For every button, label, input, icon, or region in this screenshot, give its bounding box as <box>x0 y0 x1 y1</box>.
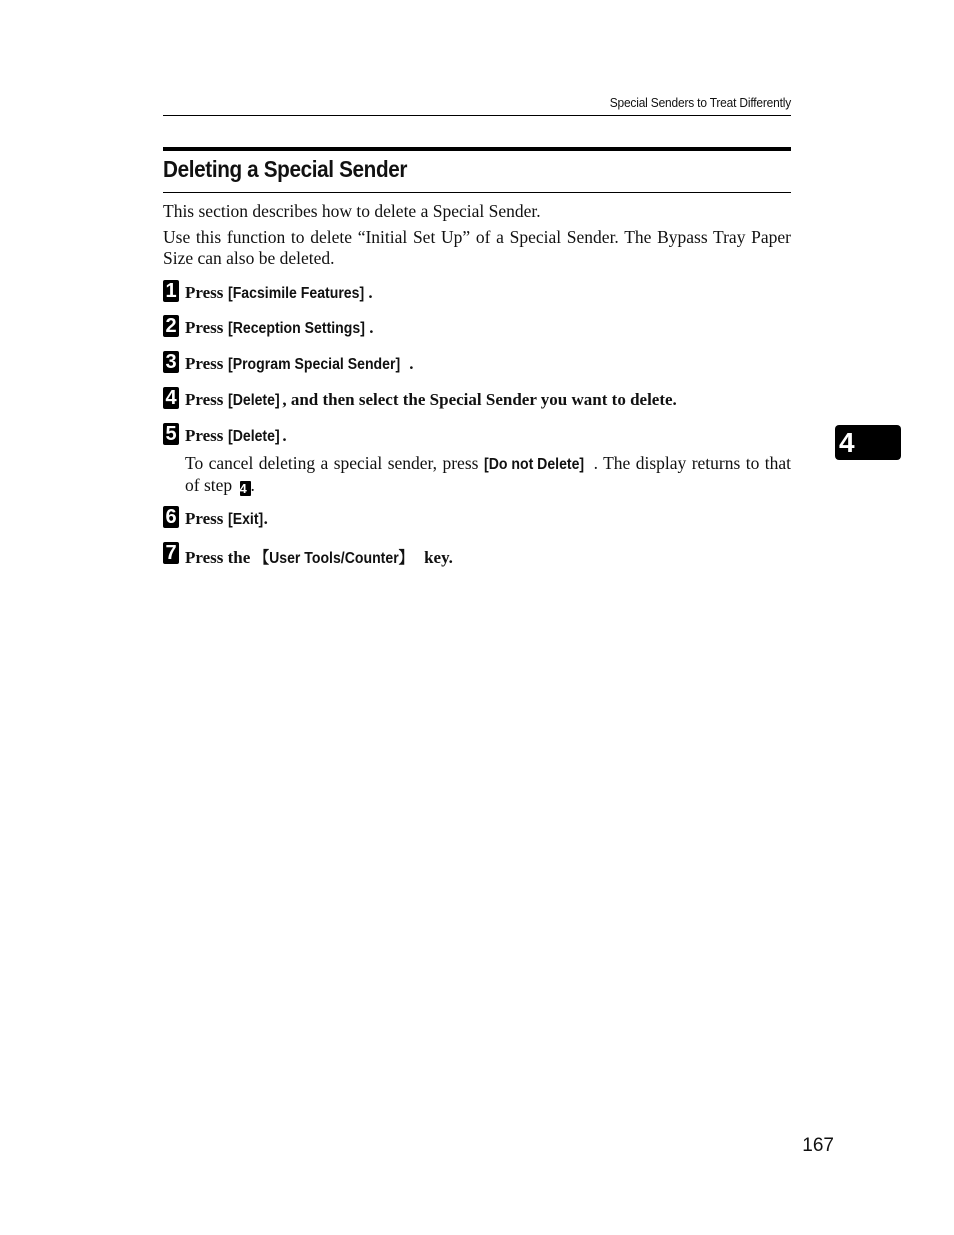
step-text <box>185 283 373 303</box>
step-prefix: Press the <box>185 548 255 567</box>
step-text <box>185 390 677 410</box>
key-label: [Delete] <box>227 392 280 409</box>
key-label: [Program Special Sender] <box>227 356 400 373</box>
page-number: 167 <box>802 1135 834 1156</box>
step-5-note <box>185 453 791 496</box>
section-title: Deleting a Special Sender <box>163 156 408 182</box>
step-suffix: . <box>368 283 373 302</box>
key-label: 【User Tools/Counter】 <box>254 550 413 567</box>
step-text <box>185 426 287 446</box>
step-suffix: . <box>369 318 374 337</box>
step-number-badge: 7 <box>163 542 179 564</box>
step-suffix: , and then select the Special Sender you want to delete. <box>282 390 677 409</box>
step-prefix: Press <box>185 426 228 445</box>
step-text <box>185 509 268 529</box>
key-label: [Exit] <box>227 511 263 528</box>
key-label: [Facsimile Features] <box>227 285 364 302</box>
key-label: [Delete] <box>227 428 280 445</box>
intro-paragraph-2: Use this function to delete “Initial Set Up” of a Special Sender. The Bypass Tray Paper Size can also be deleted. <box>163 227 791 268</box>
step-prefix: Press <box>185 509 228 528</box>
step-text <box>185 545 453 568</box>
step-reference-badge: 4 <box>240 481 251 496</box>
note-prefix: To cancel deleting a special sender, press <box>185 453 484 473</box>
key-label: [Reception Settings] <box>227 320 365 337</box>
chapter-number: 4 <box>839 427 855 458</box>
step-suffix: . <box>263 509 268 528</box>
header-rule <box>163 115 791 116</box>
step-suffix: . <box>409 354 414 373</box>
step-suffix: key. <box>419 548 453 567</box>
step-prefix: Press <box>185 354 228 373</box>
step-number-badge: 1 <box>163 280 179 302</box>
step-number-badge: 4 <box>163 387 179 409</box>
step-number-badge: 6 <box>163 506 179 528</box>
note-suffix: . <box>250 475 255 495</box>
step-prefix: Press <box>185 390 228 409</box>
intro-paragraph-1: This section describes how to delete a Special Sender. <box>163 201 541 221</box>
key-label: [Do not Delete] <box>483 456 584 473</box>
chapter-tab <box>835 425 901 460</box>
title-rule-bottom <box>163 192 791 193</box>
step-number-badge: 2 <box>163 315 179 337</box>
step-text <box>185 318 373 338</box>
step-prefix: Press <box>185 318 228 337</box>
title-rule-top <box>163 147 791 151</box>
step-number-badge: 3 <box>163 351 179 373</box>
running-header: Special Senders to Treat Differently <box>609 95 791 110</box>
note-middle: . The display returns to that of step <box>185 453 791 495</box>
step-number-badge: 5 <box>163 423 179 445</box>
step-text <box>185 354 414 374</box>
step-prefix: Press <box>185 283 228 302</box>
step-suffix: . <box>282 426 287 445</box>
